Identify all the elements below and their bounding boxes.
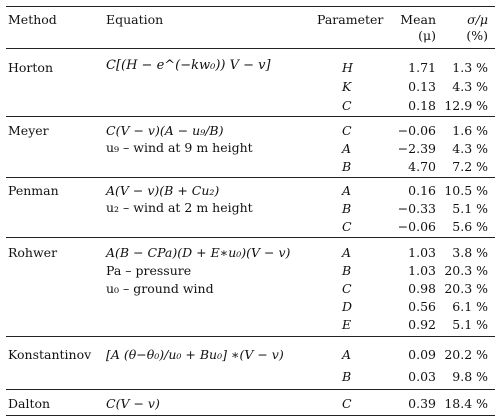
group-rule [6, 389, 495, 390]
header-method: Method [8, 12, 57, 27]
sigma-cell: 6.1 % [452, 299, 488, 314]
header-rule [6, 48, 495, 49]
top-rule [6, 6, 495, 7]
sigma-cell: 9.8 % [452, 369, 488, 384]
sigma-cell: 12.9 % [444, 98, 488, 113]
sigma-cell: 1.6 % [452, 123, 488, 138]
mean-cell: 1.71 [408, 60, 436, 75]
param-cell: A [342, 183, 352, 198]
sigma-cell: 1.3 % [452, 60, 488, 75]
header-equation: Equation [106, 12, 164, 27]
param-cell: C [342, 219, 352, 234]
param-cell: C [342, 123, 352, 138]
equation-penman-note: u₂ – wind at 2 m height [106, 200, 253, 215]
param-cell: B [342, 263, 352, 278]
sigma-cell: 18.4 % [444, 396, 488, 411]
param-cell: K [342, 79, 352, 94]
sigma-cell: 20.3 % [444, 263, 488, 278]
param-cell: B [342, 201, 352, 216]
mean-cell: 4.70 [408, 159, 436, 174]
param-cell: A [342, 347, 352, 362]
mean-cell: −0.33 [397, 201, 436, 216]
equation-horton [106, 54, 271, 78]
equation-rohwer: A(B − CPa)(D + E∗u₀)(V − v) [106, 245, 291, 260]
method-konstantinov: Konstantinov [8, 347, 92, 362]
param-cell: B [342, 369, 352, 384]
param-cell: D [342, 299, 353, 314]
mean-cell: 0.09 [408, 347, 436, 362]
equation-konstantinov: [A (θ−θ₀)/u₀ + Bu₀] ∗(V − v) [106, 347, 284, 362]
sigma-cell: 5.6 % [452, 219, 488, 234]
method-rohwer: Rohwer [8, 245, 58, 260]
sigma-cell: 3.8 % [452, 245, 488, 260]
group-rule [6, 177, 495, 178]
mean-cell: 0.16 [408, 183, 436, 198]
param-cell: A [342, 141, 352, 156]
header-mean: Mean [400, 12, 436, 27]
sigma-cell: 10.5 % [444, 183, 488, 198]
equation-penman: A(V − v)(B + Cu₂) [106, 183, 220, 198]
sigma-cell: 20.2 % [444, 347, 488, 362]
equation-rohwer-note-pressure: Pa – pressure [106, 263, 192, 278]
mean-cell: 0.98 [408, 281, 436, 296]
group-rule [6, 237, 495, 238]
mean-cell: 0.92 [408, 317, 436, 332]
param-cell: A [342, 245, 352, 260]
sigma-cell: 4.3 % [452, 79, 488, 94]
equation-horton-text: C[(H − e^(−kw₀)) V − v] [106, 58, 271, 73]
mean-cell: 1.03 [408, 263, 436, 278]
param-cell: C [342, 98, 352, 113]
mean-cell: 0.03 [408, 369, 436, 384]
param-cell: H [342, 60, 353, 75]
group-rule [6, 336, 495, 337]
header-parameter: Parameter [317, 12, 384, 27]
bottom-rule [6, 415, 495, 416]
mean-cell: 0.56 [408, 299, 436, 314]
param-cell: C [342, 281, 352, 296]
param-cell: C [342, 396, 352, 411]
mean-cell: −2.39 [397, 141, 436, 156]
sigma-cell: 4.3 % [452, 141, 488, 156]
header-mean-symbol: (μ) [418, 28, 436, 43]
sigma-cell: 5.1 % [452, 317, 488, 332]
method-dalton: Dalton [8, 396, 51, 411]
mean-cell: −0.06 [397, 219, 436, 234]
equation-rohwer-note-wind: u₀ – ground wind [106, 281, 214, 296]
equation-meyer: C(V − v)(A − u₉/B) [106, 123, 224, 138]
param-cell: B [342, 159, 352, 174]
header-sigma: σ/μ [467, 12, 488, 27]
equation-dalton: C(V − v) [106, 396, 160, 411]
param-cell: E [342, 317, 352, 332]
method-horton: Horton [8, 60, 54, 75]
mean-cell: 1.03 [408, 245, 436, 260]
mean-cell: 0.39 [408, 396, 436, 411]
equation-meyer-note: u₉ – wind at 9 m height [106, 140, 253, 155]
header-percent: (%) [466, 28, 488, 43]
sigma-cell: 5.1 % [452, 201, 488, 216]
group-rule [6, 116, 495, 117]
mean-cell: 0.13 [408, 79, 436, 94]
method-meyer: Meyer [8, 123, 49, 138]
mean-cell: −0.06 [397, 123, 436, 138]
sigma-cell: 7.2 % [452, 159, 488, 174]
sigma-cell: 20.3 % [444, 281, 488, 296]
mean-cell: 0.18 [408, 98, 436, 113]
method-penman: Penman [8, 183, 59, 198]
